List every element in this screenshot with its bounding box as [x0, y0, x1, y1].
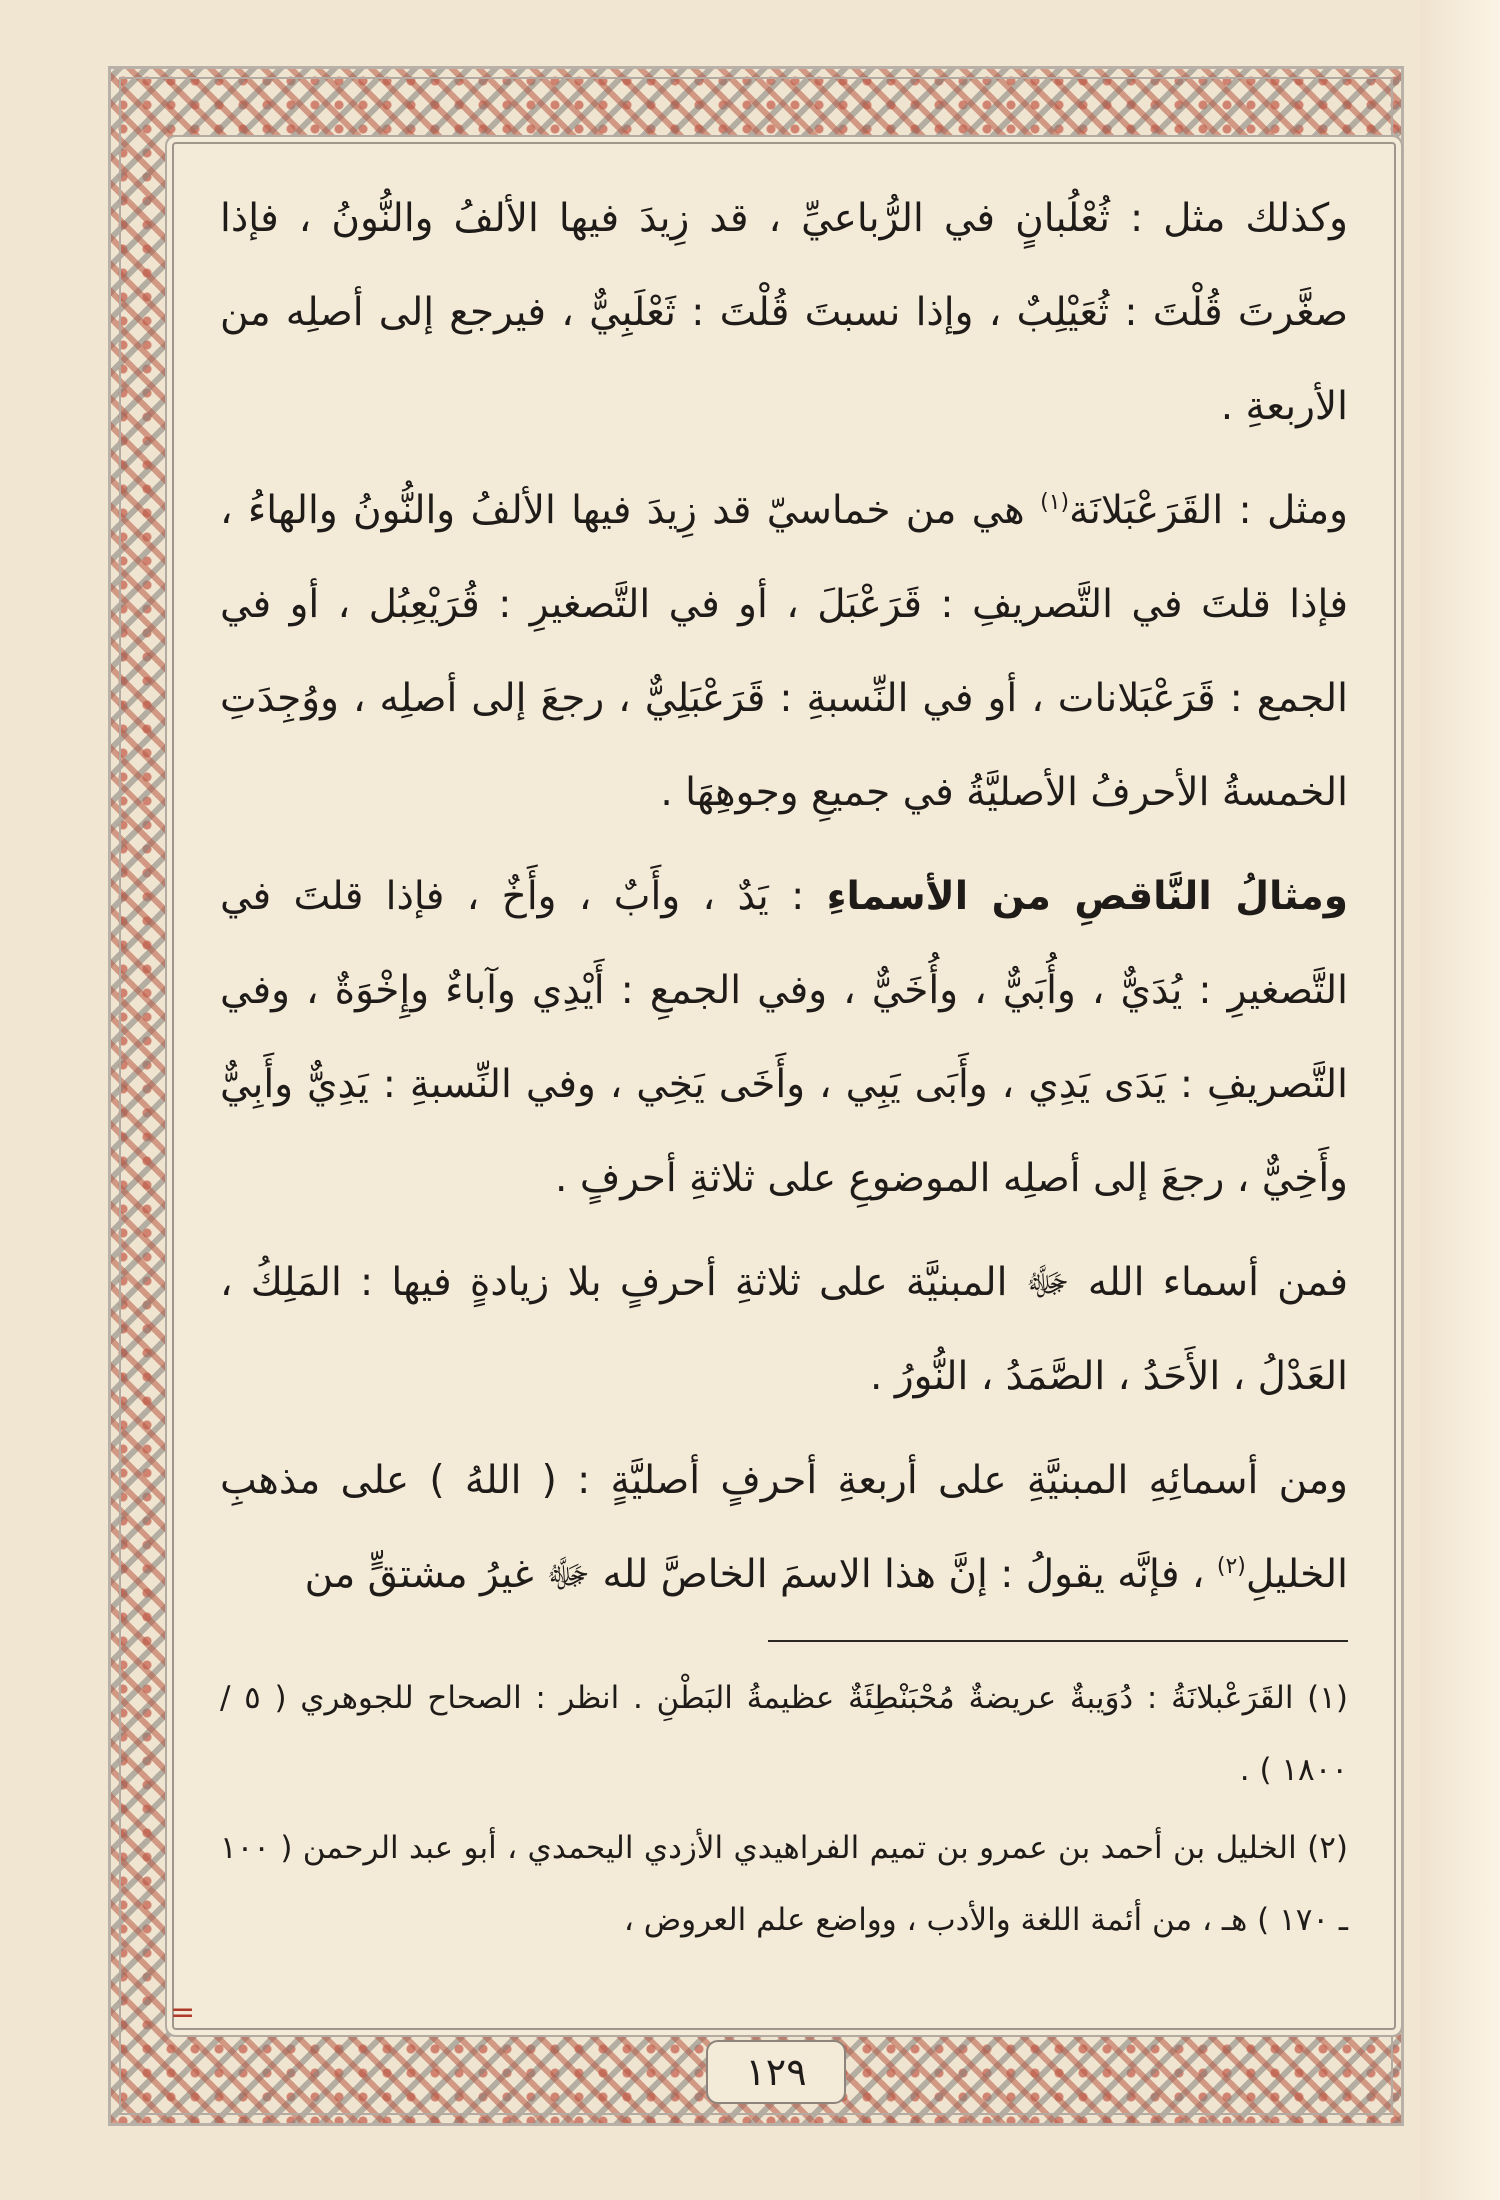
paragraph-5-text-cont: ، فإنَّه يقولُ : إنَّ هذا الاسمَ الخاصَّ لله ﷻ غيرُ مشتقٍّ من [304, 1552, 1217, 1597]
footnote-1 [220, 1662, 1348, 1806]
paragraph-2-text-cont: هي من خماسيّ قد زِيدَ فيها الألفُ والنُّونُ والهاءُ ، فإذا قلتَ في التَّصريفِ : قَرَعْبَلَ ، أو في التَّصغيرِ : قُرَيْعِبُل ، أو في الجمع : قَرَعْبَلانات ، أو في النِّسبةِ : قَرَعْبَلِيٌّ ، رجعَ إلى أصلِه ، ووُجِدَتِ الخمسةُ الأحرفُ الأصليَّةُ في جميعِ وجوهِهَا . [220, 488, 1348, 815]
paragraph-1-text: وكذلك مثل : ثُعْلُبانٍ في الرُّباعيِّ ، قد زِيدَ فيها الألفُ والنُّونُ ، فإذا صغَّرتَ قُلْتَ : ثُعَيْلِبٌ ، وإذا نسبتَ قُلْتَ : ثَعْلَبِيٌّ ، فيرجع إلى أصلِه من الأربعةِ . [220, 196, 1348, 429]
footnote-2-text: الخليل بن أحمد بن عمرو بن تميم الفراهيدي الأزدي اليحمدي ، أبو عبد الرحمن ( ١٠٠ ـ ١٧٠ ) هـ ، من أئمة اللغة والأدب ، وواضع علم العروض ، [220, 1830, 1348, 1938]
footnote-1-number: (١) [1307, 1680, 1348, 1716]
footnote-separator [768, 1640, 1348, 1642]
paragraph-2-text: ومثل : القَرَعْبَلانَة [1069, 488, 1348, 533]
footnote-2 [220, 1812, 1348, 1956]
main-content [220, 172, 1348, 1962]
paragraph-1 [220, 172, 1348, 454]
page-edge-shadow [1420, 0, 1500, 2200]
page-number: ١٢٩ [706, 2040, 846, 2104]
footnote-ref-2: (٢) [1216, 1554, 1246, 1579]
footnote-ref-1: (١) [1040, 490, 1070, 515]
paragraph-4 [220, 1236, 1348, 1424]
paragraph-3-lead: ومثالُ النَّاقصِ من الأسماءِ [826, 874, 1348, 919]
paragraph-3-text: : يَدٌ ، وأَبٌ ، وأَخٌ ، فإذا قلتَ في التَّصغيرِ : يُدَيٌّ ، وأُبَيٌّ ، وأُخَيٌّ ، وفي الجمعِ : أَيْدِي وآباءٌ وإِخْوَةٌ ، وفي التَّصريفِ : يَدَى يَدِي ، وأَبَى يَبِي ، وأَخَى يَخِي ، وفي النِّسبةِ : يَدِيٌّ وأَبِيٌّ وأَخِيٌّ ، رجعَ إلى أصلِه الموضوعِ على ثلاثةِ أحرفٍ . [220, 874, 1348, 1201]
footnote-2-number: (٢) [1307, 1830, 1348, 1866]
paragraph-5 [220, 1434, 1348, 1622]
footnote-1-text: القَرَعْبلانَةُ : دُوَيبةٌ عريضةٌ مُحْبَنْطِئَةٌ عظيمةُ البَطْنِ . انظر : الصحاح للجوهري ( ٥ / ١٨٠٠ ) . [220, 1680, 1348, 1788]
paragraph-2 [220, 464, 1348, 840]
continuation-mark: = [170, 1995, 196, 2030]
text-panel [172, 142, 1396, 2030]
paragraph-3 [220, 850, 1348, 1226]
paragraph-5-text: ومن أسمائِهِ المبنيَّةِ على أربعةِ أحرفٍ أصليَّةٍ : ( اللهُ ) على مذهبِ الخليلِ [220, 1458, 1348, 1597]
paragraph-4-text: فمن أسماء الله ﷻ المبنيَّة على ثلاثةِ أحرفٍ بلا زيادةٍ فيها : المَلِكُ ، العَدْلُ ، الأَحَدُ ، الصَّمَدُ ، النُّورُ . [220, 1260, 1348, 1399]
